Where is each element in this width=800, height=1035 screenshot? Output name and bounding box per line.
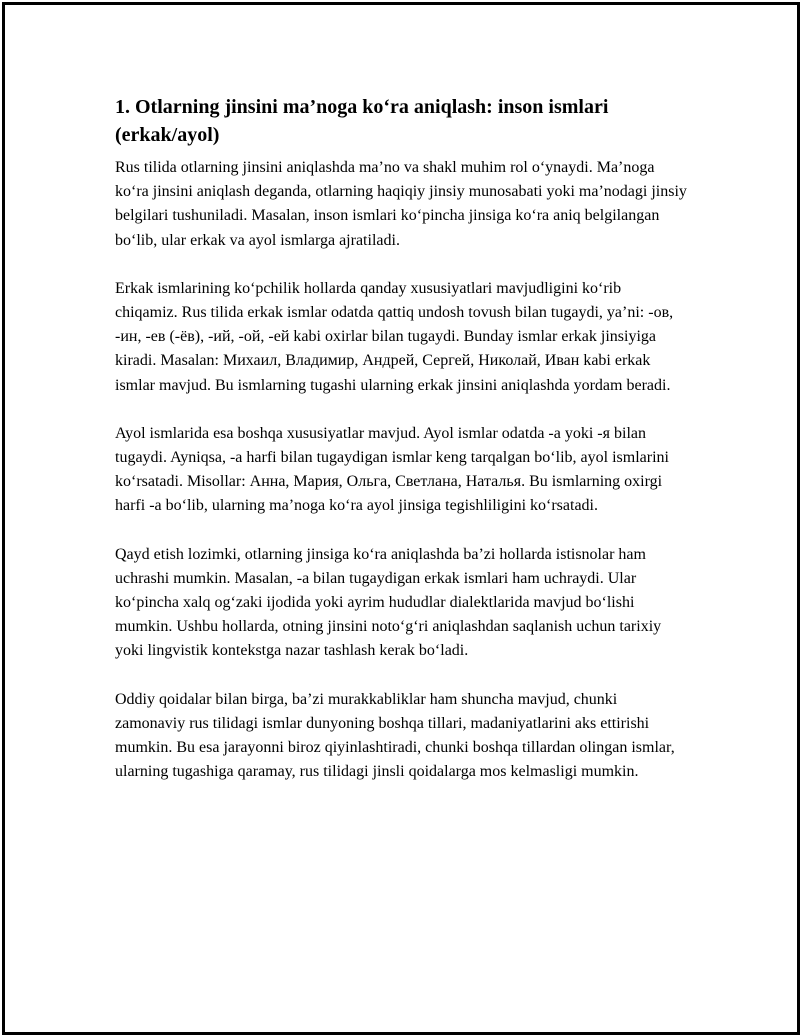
- paragraph-female-names: Ayol ismlarida esa boshqa xususiyatlar mavjud. Ayol ismlar odatda -а yoki -я bilan tugaydi. Ayniqsa, -а harfi bilan tugaydigan ismlar keng tarqalgan bo‘lib, ayol ismlarini ko‘rsatadi. Misollar: Анна, Мария, Ольга, Светлана, Наталья. Bu ismlarning oxirgi harfi -а bo‘lib, ularning ma’noga ko‘ra ayol jinsiga tegishliligini ko‘rsatadi.: [115, 424, 669, 515]
- section-heading: 1. Otlarning jinsini ma’noga ko‘ra aniqlash: inson ismlari (erkak/ayol): [115, 96, 609, 146]
- paragraph-complexities: Oddiy qoidalar bilan birga, ba’zi murakkabliklar ham shuncha mavjud, chunki zamonaviy rus tilidagi ismlar dunyoning boshqa tillari, madaniyatlarini aks ettirishi mumkin. Bu esa jarayonni biroz qiyinlashtiradi, chunki boshqa tillardan olingan ismlar, ularning tugashiga qaramay, rus tilidagi jinsli qoidalarga mos kelmasligi mumkin.: [115, 690, 675, 781]
- paragraph-male-names: Erkak ismlarining ko‘pchilik hollarda qanday xususiyatlari mavjudligini ko‘rib chiqamiz. Rus tilida erkak ismlar odatda qattiq undosh tovush bilan tugaydi, ya’ni: -ов, -ин, -ев (-ёв), -ий, -ой, -ей kabi oxirlar bilan tugaydi. Bunday ismlar erkak jinsiyiga kiradi. Masalan: Михаил, Владимир, Андрей, Сергей, Николай, Иван kabi erkak ismlar mavjud. Bu ismlarning tugashi ularning erkak jinsini aniqlashda yordam beradi.: [115, 279, 674, 394]
- document-body: [115, 93, 687, 808]
- paragraph-intro: Rus tilida otlarning jinsini aniqlashda ma’no va shakl muhim rol o‘ynaydi. Ma’noga ko‘ra jinsini aniqlash deganda, otlarning haqiqiy jinsiy munosabati yoki ma’nodagi jinsiy belgilari tushuniladi. Masalan, inson ismlari ko‘pincha jinsiga ko‘ra aniq belgilangan bo‘lib, ular erkak va ayol ismlarga ajratiladi.: [115, 159, 687, 249]
- paragraph-exceptions: Qayd etish lozimki, otlarning jinsiga ko‘ra aniqlashda ba’zi hollarda istisnolar ham uchrashi mumkin. Masalan, -а bilan tugaydigan erkak ismlari ham uchraydi. Ular ko‘pincha xalq og‘zaki ijodida yoki ayrim hududlar dialektlarida mavjud bo‘lishi mumkin. Ushbu hollarda, otning jinsini noto‘g‘ri aniqlashdan saqlanish uchun tarixiy yoki lingvistik kontekstga nazar tashlash kerak bo‘ladi.: [115, 545, 662, 660]
